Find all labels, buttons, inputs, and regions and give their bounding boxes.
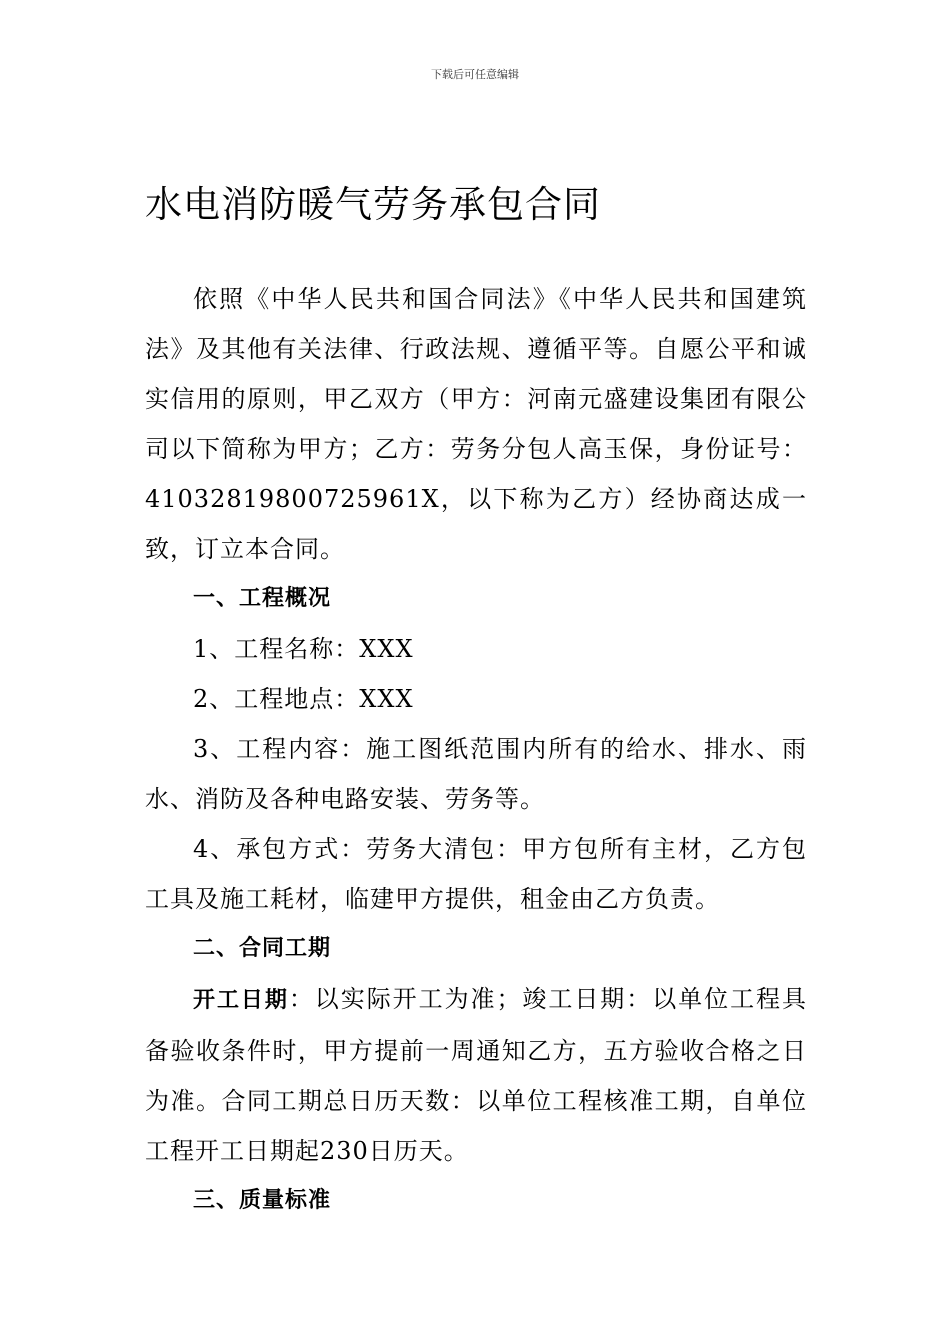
section-heading-quality-standard: 三、质量标准 bbox=[193, 1188, 332, 1213]
contract-period-paragraph bbox=[145, 974, 807, 1176]
project-content-item: 3、工程内容：施工图纸范围内所有的给水、排水、雨水、消防及各种电路安装、劳务等。 bbox=[145, 735, 807, 813]
project-location-item: 2、工程地点：XXX bbox=[193, 685, 414, 713]
intro-paragraph: 依照《中华人民共和国合同法》《中华人民共和国建筑法》及其他有关法律、行政法规、遵循平等。自愿公平和诚实信用的原则，甲乙双方（甲方：河南元盛建设集团有限公司以下简称为甲方；乙方：劳务分包人高玉保，身份证号：41032819800725961X，以下称为乙方）经协商达成一致，订立本合同。 bbox=[145, 285, 807, 563]
section-heading-contract-period: 二、合同工期 bbox=[193, 936, 332, 961]
document-body bbox=[145, 274, 807, 1226]
section-heading-project-overview: 一、工程概况 bbox=[193, 586, 332, 611]
contract-period-text: ：以实际开工为准；竣工日期：以单位工程具备验收条件时，甲方提前一周通知乙方，五方验收合格之日为准。合同工期总日历天数：以单位工程核准工期，自单位工程开工日期起230日历天。 bbox=[145, 985, 807, 1165]
project-name-item: 1、工程名称：XXX bbox=[193, 635, 414, 663]
contract-method-item: 4、承包方式：劳务大清包：甲方包所有主材，乙方包工具及施工耗材，临建甲方提供，租金由乙方负责。 bbox=[145, 835, 807, 913]
start-date-label: 开工日期 bbox=[193, 988, 289, 1013]
page-header-note: 下载后可任意编辑 bbox=[431, 68, 519, 81]
document-title: 水电消防暖气劳务承包合同 bbox=[145, 183, 601, 226]
